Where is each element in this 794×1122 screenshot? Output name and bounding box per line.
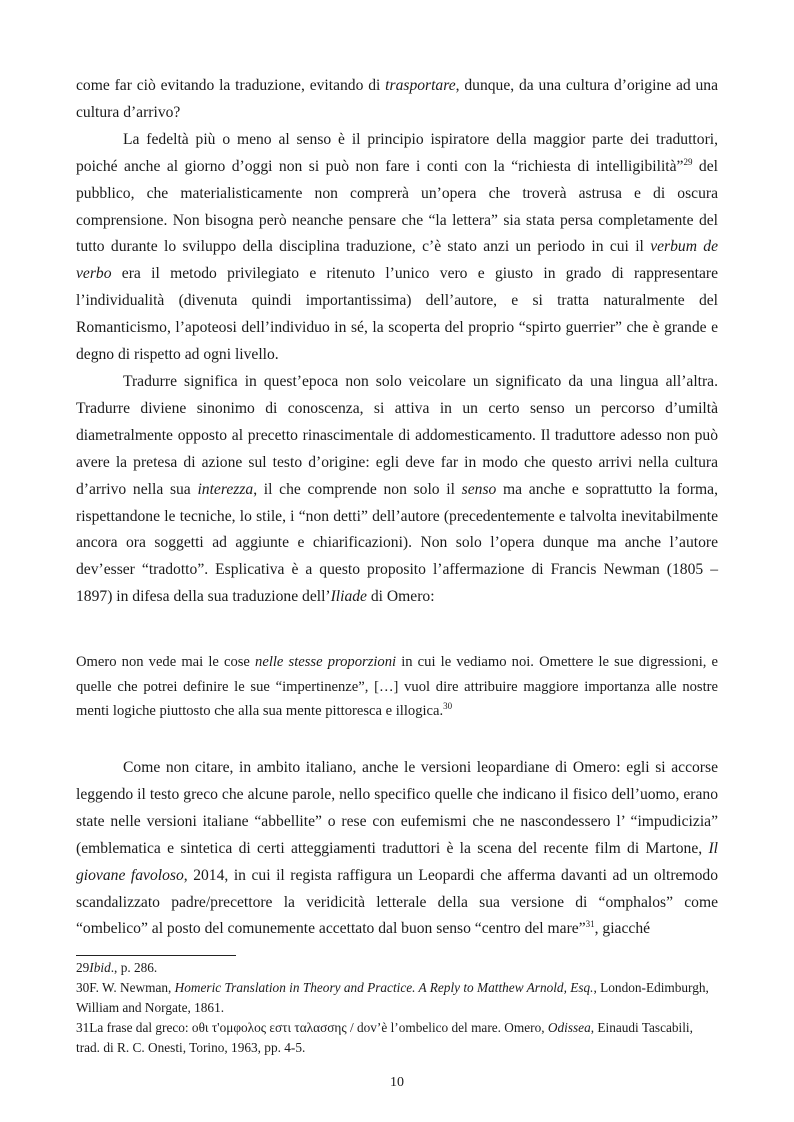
body-text-block-2: [76, 755, 718, 943]
footnotes: [76, 958, 718, 1058]
footnote-ref-30[interactable]: 30: [443, 701, 453, 712]
footnote-ref-29[interactable]: 29: [683, 156, 693, 167]
footnote-separator: [76, 955, 236, 956]
paragraph-3: Tradurre significa in quest’epoca non solo veicolare un significato da una lingua all’altra. Tradurre diviene sinonimo di conoscenza, si attiva in un certo senso un percorso d’umiltà diametralmente opposto al precetto rinascimentale di addomesticamento. Il traduttore adesso non può avere la pretesa di azione sul testo d’origine: egli deve far in modo che questo arrivi nella cultura d’arrivo nella sua interezza, il che comprende non solo il senso ma anche e soprattutto la forma, rispettandone le tecniche, lo stile, i “non detti” dell’autore (precedentemente e talvolta inevitabilmente ancora ora soggetti ad aggiunte e chiarificazioni). Non solo l’opera dunque ma anche l’autore dev’esser “tradotto”. Esplicativa è a questo proposito l’affermazione di Francis Newman (1805 – 1897) in difesa della sua traduzione dell’Iliade di Omero:: [76, 372, 718, 606]
footnote-ref-31[interactable]: 31: [585, 919, 595, 930]
footnote-29: 29Ibid., p. 286.: [76, 960, 158, 975]
paragraph-4: Come non citare, in ambito italiano, anche le versioni leopardiane di Omero: egli si accorse leggendo il testo greco che alcune parole, nello specifico quelle che indicano il fisico dell’uomo, erano state nelle versioni italiane “abbellite” o rese con eufemismi che ne nascondessero l’ “impudicizia” (emblematica e sintetica di certi atteggiamenti traduttori è la scena del recente film di Martone, Il giovane favoloso, 2014, in cui il regista raffigura un Leopardi che afferma davanti ad un oltremodo scandalizzato padre/precettore la veridicità letterale della sua versione di “omphalos” come “ombelico” al posto del comunemente accettato dal buon senso “centro del mare”$^{31}$, giacché: [76, 759, 718, 938]
paragraph-1: come far ciò evitando la traduzione, evitando di trasportare, dunque, da una cultura d’origine ad una cultura d’arrivo?: [76, 77, 718, 121]
block-quote: Omero non vede mai le cose nelle stesse proporzioni in cui le vediamo noi. Omettere le sue digressioni, e quelle che potrei definire le sue “impertinenze”, […] vuol dire attribuire maggiore importanza alle nostre menti logiche piuttosto che alla sua mente pittoresca e illogica.$^{30}$: [76, 654, 719, 719]
page-number: 10: [390, 1075, 404, 1090]
footnote-30: 30F. W. Newman, Homeric Translation in Theory and Practice. A Reply to Matthew Arnold, Esq., London-Edimburgh, William and Norgate, 1861.: [76, 980, 709, 1015]
footnote-31: 31La frase dal greco: οθι τ'ομφολος εστι ταλασσης / dov’è l’ombelico del mare. Omero, Odissea, Einaudi Tascabili, trad. di R. C. Onesti, Torino, 1963, pp. 4-5.: [76, 1020, 693, 1055]
paragraph-2: La fedeltà più o meno al senso è il principio ispiratore della maggior parte dei traduttori, poiché anche al giorno d’oggi non si può non fare i conti con la “richiesta di intelligibilità”$^{29}$ del pubblico, che materialisticamente non comprerà un’opera che troverà astrusa e di oscura comprensione. Non bisogna però neanche pensare che “la lettera” sia stata persa completamente del tutto durante lo sviluppo della disciplina traduzione, c’è stato anzi un periodo in cui il verbum de verbo era il metodo privilegiato e ritenuto l’unico vero e giusto in grado di rappresentare l’individualità (divenuta quindi importantissima) dell’autore, e si tratta naturalmente del Romanticismo, l’apoteosi dell’individuo in sé, la scoperta del proprio “spirto guerrier” che è grande e degno di rispetto ad ogni livello.: [76, 130, 718, 364]
body-text-block: [76, 73, 718, 611]
